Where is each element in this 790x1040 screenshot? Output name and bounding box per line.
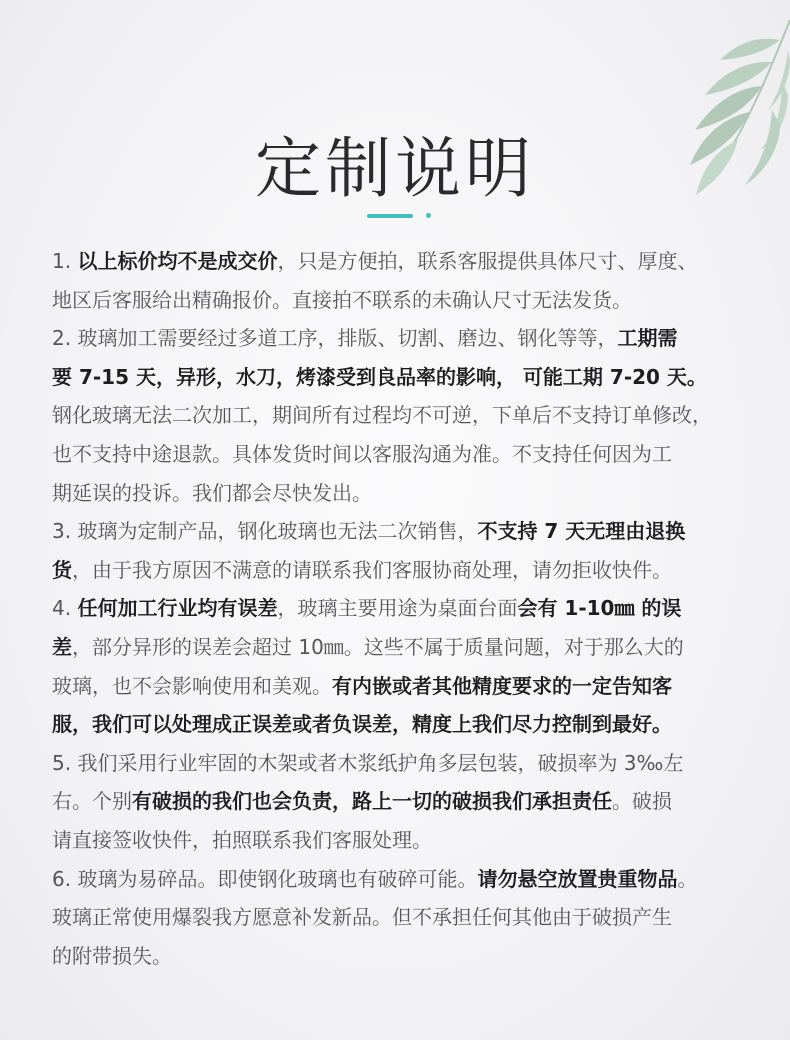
- body-text: 4.: [52, 596, 78, 621]
- instruction-line: [52, 512, 752, 551]
- emphasis-text: 货: [52, 557, 72, 582]
- body-text: 玻璃，也不会影响使用和美观。: [52, 673, 332, 698]
- body-text: 。: [677, 866, 698, 891]
- body-text: 。破损: [612, 789, 672, 814]
- instruction-line: [52, 551, 752, 590]
- body-text: 玻璃正常使用爆裂我方愿意补发新品。但不承担任何其他由于破损产生: [52, 905, 672, 930]
- instruction-item: [52, 589, 752, 743]
- instruction-list: [52, 242, 752, 975]
- emphasis-text: 会有 1-10㎜ 的误: [517, 596, 682, 621]
- emphasis-text: 不支持 7 天无理由退换: [477, 519, 686, 544]
- instruction-line: [52, 744, 752, 783]
- emphasis-text: 任何加工行业均有误差: [77, 596, 278, 621]
- body-text: 也不支持中途退款。具体发货时间以客服沟通为准。不支持任何因为工: [52, 441, 672, 466]
- instruction-line: [52, 281, 752, 320]
- instruction-item: [52, 744, 752, 860]
- body-text: 地区后客服给出精确报价。直接拍不联系的未确认尺寸无法发货。: [52, 287, 632, 312]
- body-text: ，只是方便拍，联系客服提供具体尺寸、厚度、: [277, 249, 698, 273]
- body-text: 的附带损失。: [52, 943, 172, 968]
- instruction-line: [52, 242, 752, 281]
- page-title: 定制说明: [255, 130, 535, 207]
- body-text: 5. 我们采用行业牢固的木架或者木浆纸护角多层包装，破损率为 3‰左: [52, 750, 684, 775]
- instruction-line: [52, 358, 752, 397]
- title-divider: [0, 214, 790, 220]
- instruction-line: [52, 589, 752, 628]
- body-text: ，玻璃主要用途为桌面台面: [277, 596, 518, 621]
- instruction-line: [52, 782, 752, 821]
- emphasis-text: 差: [52, 634, 72, 659]
- body-text: 右。个别: [52, 789, 132, 814]
- instruction-line: [52, 435, 752, 474]
- body-text: 1.: [52, 249, 78, 273]
- divider-dot: [426, 213, 431, 218]
- emphasis-text: 服，我们可以处理成正误差或者负误差，精度上我们尽力控制到最好。: [52, 712, 672, 737]
- body-text: 3. 玻璃为定制产品，钢化玻璃也无法二次销售，: [52, 519, 478, 544]
- instruction-line: [52, 667, 752, 706]
- emphasis-text: 请勿悬空放置贵重物品: [477, 866, 678, 891]
- instruction-item: [52, 860, 752, 976]
- instruction-line: [52, 474, 752, 513]
- instruction-item: [52, 319, 752, 512]
- instruction-line: [52, 821, 752, 860]
- instruction-line: [52, 937, 752, 976]
- instruction-line: [52, 396, 752, 435]
- body-text: 钢化玻璃无法二次加工，期间所有过程均不可逆，下单后不支持订单修改，: [52, 403, 712, 428]
- body-text: 请直接签收快件，拍照联系我们客服处理。: [52, 827, 432, 852]
- instruction-line: [52, 319, 752, 358]
- body-text: ，部分异形的误差会超过 10㎜。这些不属于质量问题，对于那么大的: [72, 634, 684, 659]
- body-text: ，由于我方原因不满意的请联系我们客服协商处理，请勿拒收快件。: [72, 557, 672, 582]
- instruction-line: [52, 705, 752, 744]
- divider-dash: [367, 214, 413, 218]
- emphasis-text: 有内嵌或者其他精度要求的一定告知客: [332, 673, 672, 698]
- emphasis-text: 工期需: [617, 326, 678, 351]
- instruction-line: [52, 898, 752, 937]
- emphasis-text: 以上标价均不是成交价: [77, 249, 278, 273]
- body-text: 2. 玻璃加工需要经过多道工序，排版、切割、磨边、钢化等等，: [52, 326, 618, 351]
- instruction-line: [52, 860, 752, 899]
- emphasis-text: 要 7-15 天，异形，水刀，烤漆受到良品率的影响， 可能工期 7-20 天。: [52, 364, 707, 389]
- instruction-item: [52, 512, 752, 589]
- instruction-line: [52, 628, 752, 667]
- body-text: 期延误的投诉。我们都会尽快发出。: [52, 480, 372, 505]
- body-text: 6. 玻璃为易碎品。即使钢化玻璃也有破碎可能。: [52, 866, 478, 891]
- instruction-item: [52, 242, 752, 319]
- emphasis-text: 有破损的我们也会负责，路上一切的破损我们承担责任: [132, 789, 612, 814]
